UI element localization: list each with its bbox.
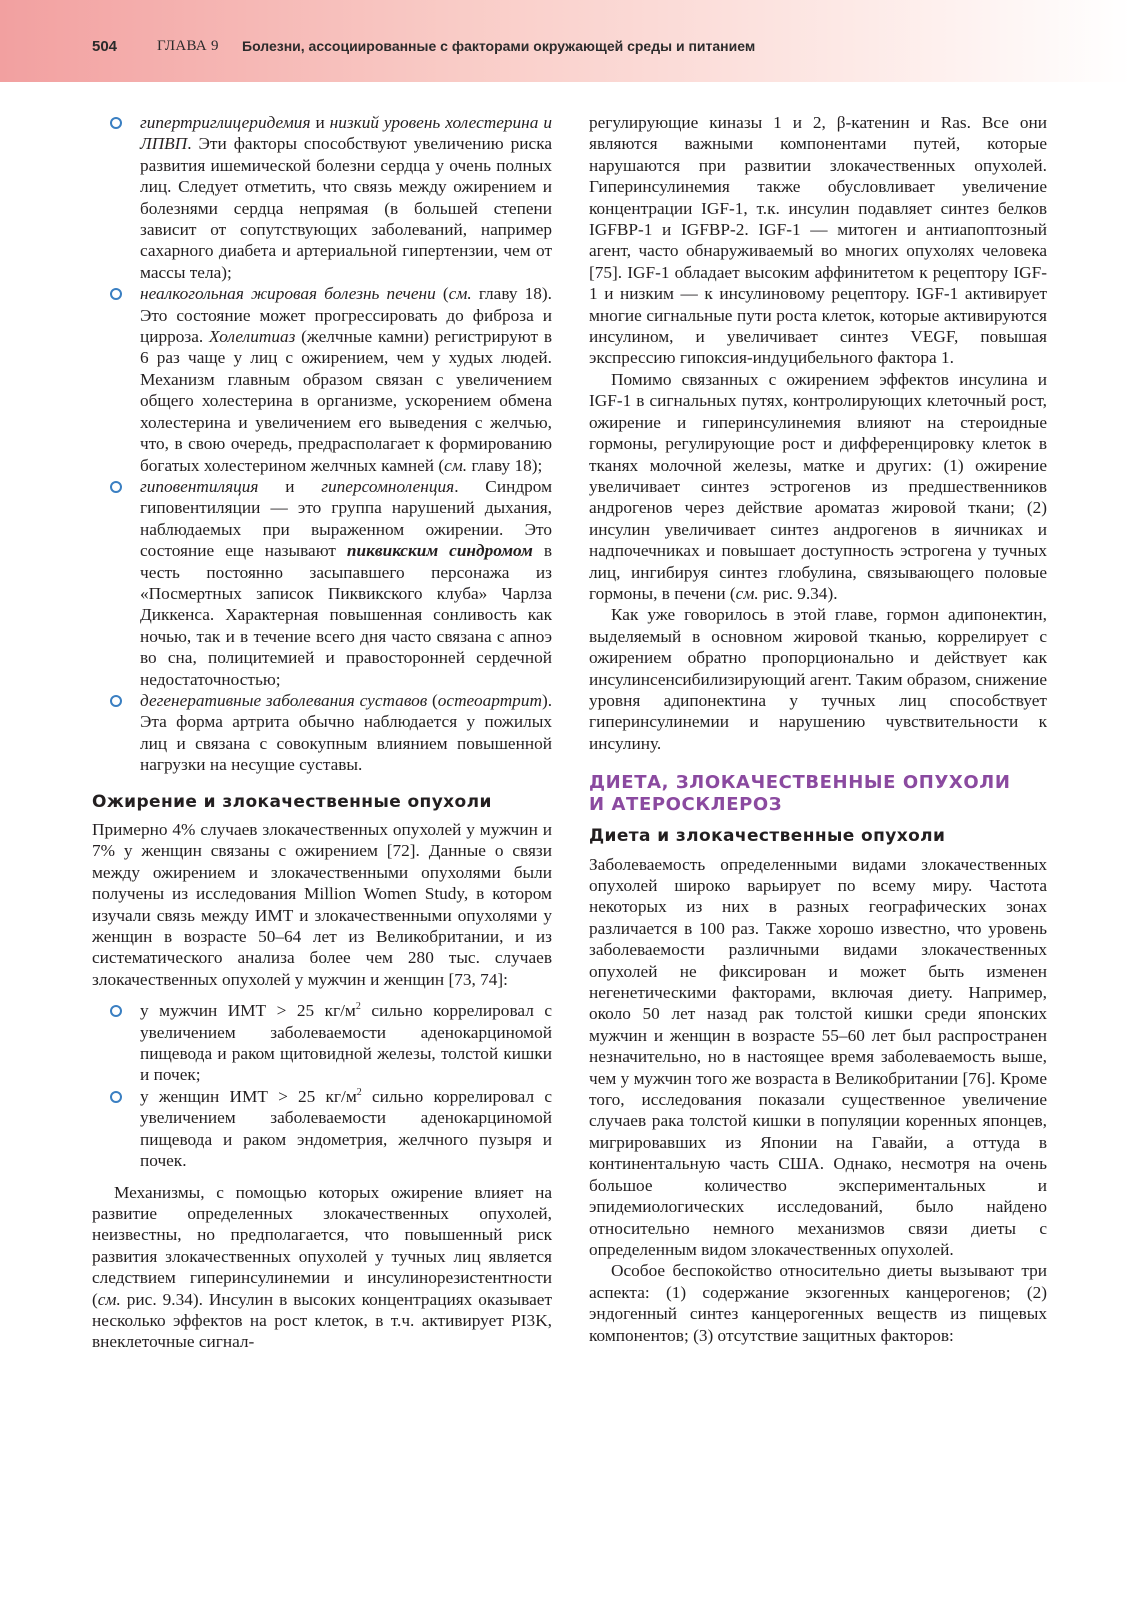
text: в честь постоянно засыпавшего персонажа из «Посмертных записок Пиквикского клуба» Чарлза Диккенса. Характерная повышенная сонливость как ночью, так и в течение всего дня часто связана с апноэ во сна, полицитемией и правосторонней сердечной недостаточностью; — [140, 541, 552, 689]
page-header — [0, 0, 1131, 82]
superscript: 2 — [356, 1087, 362, 1099]
section-heading: Диета и злокачественные опухоли — [589, 826, 946, 847]
paragraph — [589, 369, 1047, 604]
major-heading-line: И АТЕРОСКЛЕРОЗ — [589, 794, 783, 816]
left-column — [92, 112, 552, 1353]
text: . Эти факторы способствуют увеличению риска развития ишемической болезни сердца у очень полных лиц. Следует отметить, что связь между ожирением и болезнями сердца непрямая (в большей степени зависит от сопутствующих заболеваний, например сахарного диабета и артериальной гипертензии, чем от массы тела); — [140, 134, 552, 282]
see-ref: см. — [448, 284, 472, 304]
term: пиквикским синдромом — [346, 541, 533, 561]
see-ref: см. — [444, 455, 468, 475]
paragraph: Как уже говорилось в этой главе, гормон адипонектин, выделяемый в основном жировой тканью, коррелирует с ожирением обратно пропорционально и действует как инсулинсенсибилизирующий агент. Таким образом, снижение уровня адипонектина у тучных лиц способствует гиперинсулинемии и нарушению чувствительности к инсулину. — [589, 605, 1047, 753]
list-item — [92, 112, 552, 283]
term: гипертриглицеридемия — [140, 113, 311, 132]
list-item — [92, 283, 552, 476]
paragraph: регулирующие киназы 1 и 2, β-катенин и Ras. Все они являются важными компонентами путей, которые нарушаются при развитии злокачественных опухолей. Гиперинсулинемия также обусловливает увеличение концентрации IGF-1, т.к. инсулин подавляет синтез белков IGFBP-1 и IGFBP-2. IGF-1 — митоген и антиапоптозный агент, часто обнаруживаемый во многих опухолях человека [75]. IGF-1 обладает высоким аффинитетом к рецептору IGF-1 и низким — к инсулиновому рецептору. IGF-1 активирует многие сигнальные пути роста клеток, которые активируются инсулином, и увеличивает синтез VEGF, повышая экспрессию гипоксия-индуцибельного фактора 1. — [589, 113, 1047, 368]
see-ref: см. — [735, 583, 759, 603]
cancer-risk-list — [92, 1000, 552, 1171]
complications-list — [92, 112, 552, 776]
list-item — [92, 690, 552, 776]
right-column — [589, 112, 1047, 1346]
bullet-icon — [110, 288, 122, 300]
major-heading — [589, 772, 1047, 816]
bullet-icon — [110, 1091, 122, 1103]
superscript: 2 — [355, 1001, 361, 1013]
major-heading-line: ДИЕТА, ЗЛОКАЧЕСТВЕННЫЕ ОПУХОЛИ — [589, 772, 1011, 794]
term: низкий уровень холестерина и ЛПВП — [140, 113, 552, 154]
bullet-icon — [110, 1005, 122, 1017]
text: сильно коррелировал с увеличением заболеваемости аденокарциномой пищевода и раком щитовидной железы, толстой кишки и почек; — [140, 1001, 552, 1085]
section-heading: Ожирение и злокачественные опухоли — [92, 791, 492, 812]
text: ( — [427, 690, 438, 710]
list-item — [92, 1000, 552, 1086]
term: гиперсомноленция — [321, 476, 455, 496]
paragraph — [92, 1182, 552, 1353]
text: у мужчин ИМТ > 25 кг/м — [140, 1001, 356, 1021]
chapter-label: ГЛАВА 9 — [157, 38, 219, 54]
see-ref: см. — [97, 1289, 121, 1309]
text: рис. 9.34). — [758, 583, 838, 603]
paragraph: Примерно 4% случаев злокачественных опухолей у мужчин и 7% у женщин связаны с ожирением [72]. Данные о связи между ожирением и злокачественными опухолями были получены из исследования Million Women Study, в котором изучали связь между ИМТ и злокачественными опухолями у женщин в возрасте 50–64 лет из Великобритании, и из систематического анализа более чем 280 тыс. случаев злокачественных опухолей у мужчин и женщин [73, 74]: — [92, 820, 552, 989]
term: гиповентиляция — [140, 476, 259, 496]
bullet-icon — [110, 481, 122, 493]
text: рис. 9.34). Инсулин в высоких концентрациях оказывает несколько эффектов на рост клеток, в т.ч. активирует PI3K, внеклеточные сигнал- — [92, 1289, 552, 1352]
list-item — [92, 476, 552, 690]
text: ). Эта форма артрита обычно наблюдается у пожилых лиц и связана с совокупным влиянием повышенной нагрузки на несущие суставы. — [140, 690, 553, 775]
text: ( — [435, 284, 449, 304]
text: (желчные камни) регистрируют в 6 раз чаще у лиц с ожирением, чем у худых людей. Механизм главным образом связан с увеличением общего холестерина в организме, ускорением обмена холестерина и увеличением его выведения с желчью, что, в свою очередь, предрасполагает к формированию богатых холестерином желчных камней ( — [140, 327, 552, 475]
bullet-icon — [110, 695, 122, 707]
chapter-title: Болезни, ассоциированные с факторами окружающей среды и питанием — [242, 38, 756, 54]
text: и — [310, 113, 330, 132]
list-item — [92, 1086, 552, 1172]
text: . Синдром гиповентиляции — это группа нарушений дыхания, наблюдаемых при выраженном ожирении. Это состояние еще называют — [140, 476, 553, 561]
term: неалкогольная жировая болезнь печени — [140, 284, 436, 304]
text: у женщин ИМТ > 25 кг/м — [140, 1086, 357, 1106]
text: сильно коррелировал с увеличением заболеваемости аденокарциномой пищевода и раком эндометрия, желчного пузыря и почек. — [140, 1086, 552, 1171]
text: и — [258, 476, 322, 496]
text: главу 18). Это состояние может прогрессировать до фиброза и цирроза. — [140, 284, 553, 347]
paragraph: Особое беспокойство относительно диеты вызывают три аспекта: (1) содержание экзогенных канцерогенов; (2) эндогенный синтез канцерогенных веществ из пищевых компонентов; (3) отсутствие защитных факторов: — [589, 1261, 1047, 1345]
text: Помимо связанных с ожирением эффектов инсулина и IGF-1 в сигнальных путях, контролирующих клеточный рост, ожирение и гиперинсулинемия влияют на стероидные гормоны, регулирующие рост и дифференцировку клеток в тканях молочной железы, матке и других: (1) ожирение увеличивает синтез эстрогенов из предшественников андрогенов через действие ароматаз жировой ткани; (2) инсулин увеличивает синтез андрогенов в яичниках и надпочечниках и повышает доступность эстрогена у тучных лиц, ингибируя синтез глобулина, связывающего половые гормоны, в печени ( — [589, 369, 1047, 603]
term: остеоартрит — [437, 690, 542, 710]
paragraph: Заболеваемость определенными видами злокачественных опухолей широко варьирует по всему миру. Частота некоторых из них в разных географических зонах различается в 100 раз. Также хорошо известно, что уровень заболеваемости различными видами злокачественных опухолей не фиксирован и может быть изменен негенетическими факторами, включая диету. Например, около 50 лет назад рак толстой кишки среди японских мужчин и женщин в возрасте 55–60 лет был распространен незначительно, но в настоящее время заболеваемость выше, чем у мужчин того же возраста в Великобритании [76]. Кроме того, исследования показали существенное увеличение случаев рака толстой кишки в популяции коренных японцев, мигрировавших из Японии на Гавайи, а оттуда в континентальную часть США. Однако, несмотря на очень большое количество экспериментальных и эпидемиологических исследований, было найдено относительно немного механизмов связи диеты с определенным видом злокачественных опухолей. — [589, 854, 1047, 1259]
text: Механизмы, с помощью которых ожирение влияет на развитие определенных злокачественных опухолей, неизвестны, но предполагается, что повышенный риск развития злокачественных опухолей у тучных лиц является следствием гиперинсулинемии и инсулинорезистентности ( — [92, 1182, 552, 1309]
term: дегенеративные заболевания суставов — [140, 690, 428, 710]
term: Холелитиаз — [209, 327, 296, 347]
text: главу 18); — [467, 455, 543, 475]
bullet-icon — [110, 117, 122, 129]
page-number: 504 — [92, 38, 118, 55]
